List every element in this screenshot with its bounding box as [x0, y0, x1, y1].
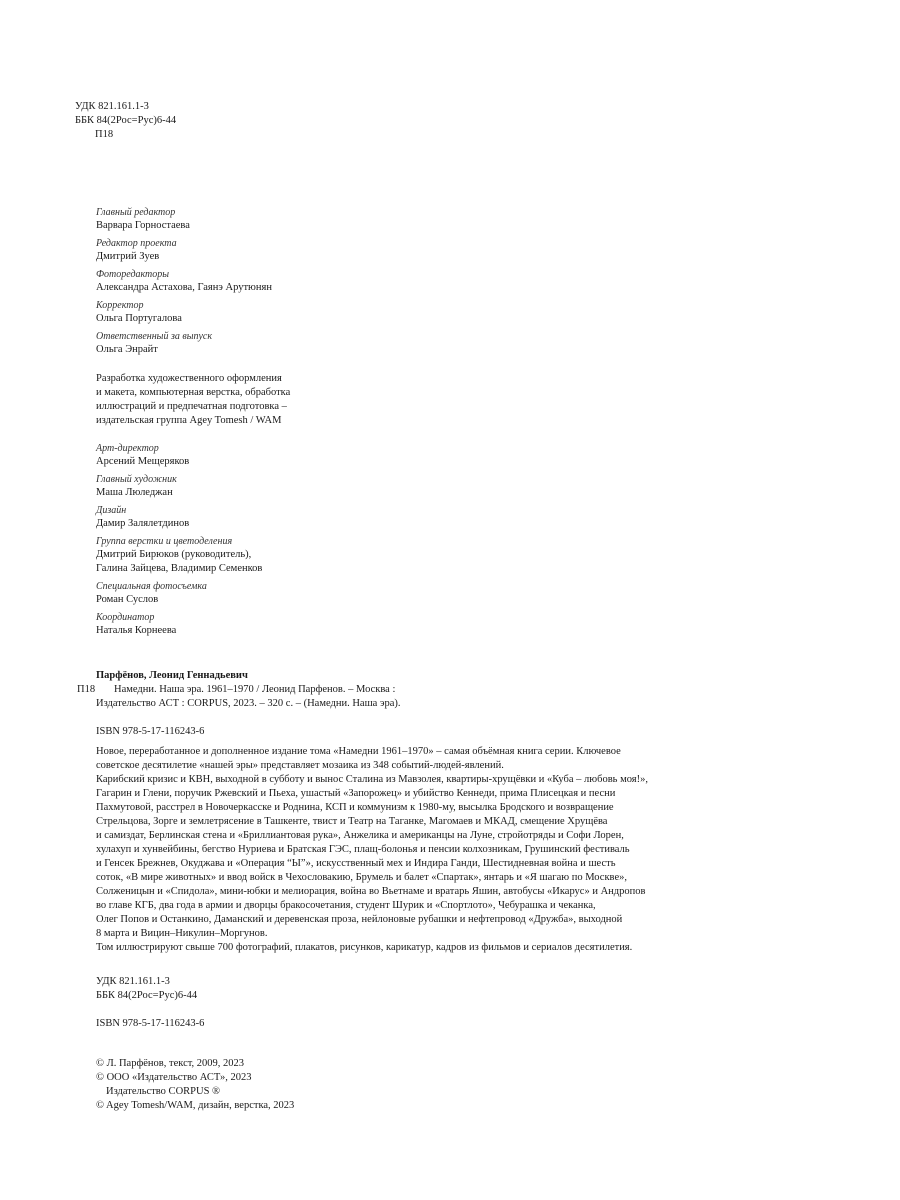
- credit-name: Арсений Мещеряков: [96, 456, 190, 467]
- annotation-line: Стрельцова, Зорге и землетрясение в Ташкенте, твист и Театр на Таганке, Магомаев и МКАД, смещение Хрущёва: [96, 816, 608, 827]
- bib-title: Намедни. Наша эра. 1961–1970 / Леонид Парфенов. – Москва :: [114, 684, 396, 695]
- annotation: [96, 745, 648, 955]
- design-note-line: издательская группа Agey Tomesh / WAM: [96, 415, 282, 426]
- bib-code: П18: [77, 684, 96, 695]
- credit-name: Ольга Португалова: [96, 313, 182, 324]
- copyright-line: © Agey Tomesh/WAM, дизайн, верстка, 2023: [96, 1100, 295, 1111]
- author-code: П18: [95, 129, 114, 140]
- credit-name: Галина Зайцева, Владимир Семенков: [96, 563, 263, 574]
- credit-name: Дмитрий Зуев: [96, 251, 160, 262]
- annotation-line: и Генсек Брежнев, Окуджава и «Операция “Ы”», искусственный мех и Индира Ганди, Шестидневная война и шесть: [96, 858, 616, 869]
- annotation-line: Пахмутовой, расстрел в Новочеркасске и Роднина, КСП и коммунизм к 1980-му, высылка Бродского и возвращение: [96, 802, 614, 813]
- bottom-isbn: ISBN 978-5-17-116243-6: [96, 1018, 205, 1029]
- design-note: [96, 372, 290, 428]
- copyrights: [96, 1057, 294, 1113]
- credit-role: Арт-директор: [96, 443, 159, 454]
- credit-proofreader: [96, 299, 272, 326]
- udk-code: УДК 821.161.1-3: [75, 101, 149, 112]
- credit-photography: [96, 580, 262, 607]
- annotation-line: советское десятилетие «нашей эры» представляет мозаика из 348 событий-людей-явлений.: [96, 760, 504, 771]
- credit-role: Главный редактор: [96, 207, 176, 218]
- design-note-line: Разработка художественного оформления: [96, 373, 282, 384]
- annotation-line: Карибский кризис и КВН, выходной в субботу и вынос Сталина из Мавзолея, квартиры-хрущёвки и «Куба – любовь моя!»,: [96, 774, 648, 785]
- credit-release-manager: [96, 330, 272, 357]
- credits-design: [96, 442, 262, 642]
- credit-name: Варвара Горностаева: [96, 220, 190, 231]
- credit-name: Дамир Залялетдинов: [96, 518, 190, 529]
- credit-role: Группа верстки и цветоделения: [96, 536, 233, 547]
- annotation-line: и самиздат, Берлинская стена и «Бриллиантовая рука», Анжелика и американцы на Луне, стройотряды и Софи Лорен,: [96, 830, 624, 841]
- annotation-line: 8 марта и Вицин–Никулин–Моргунов.: [96, 928, 268, 939]
- copyright-line: © ООО «Издательство АСТ», 2023: [96, 1072, 252, 1083]
- credit-name: Роман Суслов: [96, 594, 159, 605]
- bbk-code: ББК 84(2Рос=Рус)6-44: [75, 115, 177, 126]
- annotation-line: во главе КГБ, два года в армии и дворцы бракосочетания, студент Шурик и «Спортлото», Чебурашка и чеканка,: [96, 900, 596, 911]
- credit-name: Дмитрий Бирюков (руководитель),: [96, 549, 252, 560]
- annotation-line: Новое, переработанное и дополненное издание тома «Намедни 1961–1970» – самая объёмная книга серии. Ключевое: [96, 746, 621, 757]
- credit-coordinator: [96, 611, 262, 638]
- credit-photo-editors: [96, 268, 272, 295]
- credits-editorial: [96, 206, 272, 361]
- credit-chief-artist: [96, 473, 262, 500]
- credit-role: Фоторедакторы: [96, 269, 170, 280]
- bib-isbn: ISBN 978-5-17-116243-6: [96, 726, 205, 737]
- bib-record: [77, 669, 400, 739]
- credit-role: Главный художник: [96, 474, 177, 485]
- credit-art-director: [96, 442, 262, 469]
- bib-author: Парфёнов, Леонид Геннадьевич: [96, 670, 248, 681]
- annotation-line: хулахуп и хунвейбины, бегство Нуриева и Братская ГЭС, плащ-болонья и пенсии колхозникам, Грушинский фестиваль: [96, 844, 630, 855]
- credit-name: Маша Люледжан: [96, 487, 173, 498]
- credit-layout-group: [96, 535, 262, 576]
- bib-line-2: Издательство АСТ : CORPUS, 2023. – 320 с. – (Намедни. Наша эра).: [96, 698, 401, 709]
- credit-design: [96, 504, 262, 531]
- credit-role: Специальная фотосъемка: [96, 581, 207, 592]
- credit-name: Наталья Корнеева: [96, 625, 177, 636]
- credit-chief-editor: [96, 206, 272, 233]
- credit-role: Редактор проекта: [96, 238, 177, 249]
- bottom-bbk: ББК 84(2Рос=Рус)6-44: [96, 990, 198, 1001]
- annotation-line: Олег Попов и Останкино, Даманский и деревенская проза, нейлоновые рубашки и нефтепровод «Дружба», выходной: [96, 914, 623, 925]
- credit-role: Корректор: [96, 300, 144, 311]
- annotation-line: Солженицын и «Спидола», мини-юбки и мелиорация, война во Вьетнаме и вратарь Яшин, автобусы «Икарус» и Андропов: [96, 886, 646, 897]
- credit-name: Ольга Энрайт: [96, 344, 158, 355]
- design-note-line: и макета, компьютерная верстка, обработка: [96, 387, 291, 398]
- credit-role: Дизайн: [96, 505, 127, 516]
- credit-name: Александра Астахова, Гаянэ Арутюнян: [96, 282, 272, 293]
- copyright-line: © Л. Парфёнов, текст, 2009, 2023: [96, 1058, 245, 1069]
- annotation-line: Гагарин и Глени, поручик Ржевский и Пьеха, ушастый «Запорожец» и убийство Кеннеди, прима Плисецкая и песни: [96, 788, 616, 799]
- credit-role: Ответственный за выпуск: [96, 331, 213, 342]
- header-codes: [75, 100, 176, 142]
- credit-project-editor: [96, 237, 272, 264]
- credit-role: Координатор: [96, 612, 155, 623]
- copyright-line: Издательство CORPUS ®: [106, 1086, 221, 1097]
- annotation-line: соток, «В мире животных» и ввод войск в Чехословакию, Брумель и балет «Спартак», янтарь и «Я шагаю по Москве»,: [96, 872, 627, 883]
- annotation-line: Том иллюстрируют свыше 700 фотографий, плакатов, рисунков, карикатур, кадров из фильмов и сериалов десятилетия.: [96, 942, 633, 953]
- bib-line-1: [77, 683, 400, 697]
- bottom-udk: УДК 821.161.1-3: [96, 976, 170, 987]
- bottom-codes: [96, 975, 204, 1031]
- design-note-line: иллюстраций и предпечатная подготовка –: [96, 401, 287, 412]
